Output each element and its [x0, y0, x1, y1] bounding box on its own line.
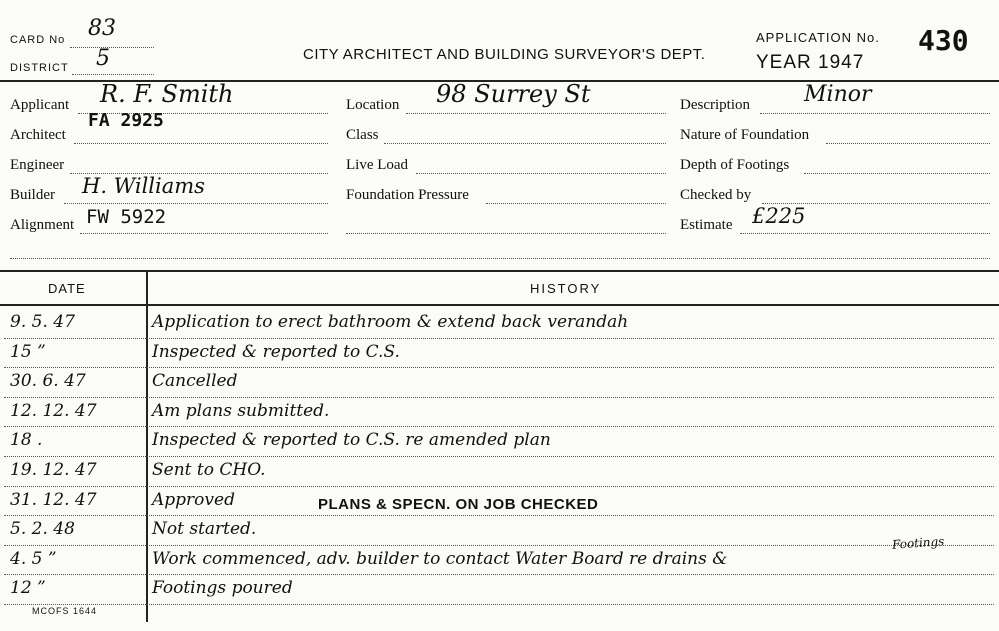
history-row-line [4, 545, 994, 546]
history-row-text: Cancelled [152, 371, 238, 391]
history-header-border [0, 304, 999, 306]
class-label: Class [346, 127, 379, 143]
history-row-date: 31. 12. 47 [10, 490, 97, 510]
alignment-label: Alignment [10, 217, 75, 233]
history-row-line [4, 367, 994, 368]
location-label: Location [346, 97, 400, 113]
live-load-label: Live Load [346, 157, 409, 173]
history-row-date: 9. 5. 47 [10, 312, 75, 332]
history-row-line [4, 456, 994, 457]
class-line [384, 143, 666, 144]
history-column-divider [146, 270, 148, 622]
description-line [760, 113, 990, 114]
history-row-date: 4. 5 ” [10, 549, 57, 569]
history-top-border [0, 270, 999, 272]
nature-foundation-line [826, 143, 990, 144]
applicant-label: Applicant [10, 97, 70, 113]
estimate-line [740, 233, 990, 234]
history-row-line [4, 574, 994, 575]
depth-footings-line [804, 173, 990, 174]
history-row-text: Work commenced, adv. builder to contact Water Board re drains & [152, 549, 728, 569]
column2-blank-line [346, 233, 666, 234]
history-header: HISTORY [530, 281, 602, 296]
depth-footings-label: Depth of Footings [680, 157, 790, 173]
architect-value: FA 2925 [88, 110, 164, 131]
history-row-date: 15 ” [10, 342, 46, 362]
history-row-text: Application to erect bathroom & extend back verandah [152, 312, 629, 332]
engineer-label: Engineer [10, 157, 65, 173]
alignment-line [80, 233, 328, 234]
application-no-label: APPLICATION No. [756, 30, 880, 45]
live-load-line [416, 173, 666, 174]
footings-note: Footings [891, 534, 945, 552]
department-title: CITY ARCHITECT AND BUILDING SURVEYOR'S DEPT. [303, 46, 706, 63]
history-row-text: Inspected & reported to C.S. re amended plan [152, 430, 551, 450]
builder-value: H. Williams [82, 174, 205, 198]
history-row-text: Am plans submitted. [152, 401, 330, 421]
plans-checked-stamp: PLANS & SPECN. ON JOB CHECKED [318, 496, 599, 513]
district-label: DISTRICT [10, 62, 69, 74]
history-row-text: Sent to CHO. [152, 460, 266, 480]
foundation-pressure-label: Foundation Pressure [346, 187, 469, 203]
history-row-text: Footings poured [152, 578, 293, 598]
builder-line [64, 203, 328, 204]
form-code: MCOFS 1644 [32, 606, 98, 616]
nature-foundation-label: Nature of Foundation [680, 127, 810, 143]
builder-label: Builder [10, 187, 55, 203]
fields-bottom-line [10, 258, 990, 259]
architect-label: Architect [10, 127, 66, 143]
history-row-date: 12. 12. 47 [10, 401, 97, 421]
history-row-date: 5. 2. 48 [10, 519, 75, 539]
description-label: Description [680, 97, 750, 113]
history-row-line [4, 486, 994, 487]
application-no-value: 430 [918, 24, 969, 57]
history-row-date: 12 ” [10, 578, 46, 598]
history-row-line [4, 338, 994, 339]
card-no-value: 83 [88, 16, 116, 41]
history-row-date: 30. 6. 47 [10, 371, 86, 391]
history-row-line [4, 515, 994, 516]
alignment-value: FW 5922 [86, 206, 167, 228]
history-row-text: Inspected & reported to C.S. [152, 342, 400, 362]
year-label: YEAR 1947 [756, 52, 865, 73]
date-header: DATE [48, 281, 86, 296]
estimate-label: Estimate [680, 217, 733, 233]
card-no-line [70, 47, 154, 48]
history-row-text: Not started. [152, 519, 257, 539]
applicant-value: R. F. Smith [100, 80, 234, 108]
history-row-line [4, 604, 994, 605]
card-no-label: CARD No [10, 34, 66, 46]
district-line [72, 74, 154, 75]
district-value: 5 [96, 46, 110, 71]
foundation-pressure-line [486, 203, 666, 204]
checked-by-label: Checked by [680, 187, 752, 203]
history-row-line [4, 397, 994, 398]
location-value: 98 Surrey St [436, 80, 591, 108]
location-line [406, 113, 666, 114]
description-value: Minor [804, 82, 872, 107]
history-row-date: 18 . [10, 430, 43, 450]
history-row-line [4, 426, 994, 427]
history-row-text: Approved [152, 490, 235, 510]
history-row-date: 19. 12. 47 [10, 460, 97, 480]
estimate-value: £225 [752, 204, 806, 228]
architect-line [74, 143, 328, 144]
